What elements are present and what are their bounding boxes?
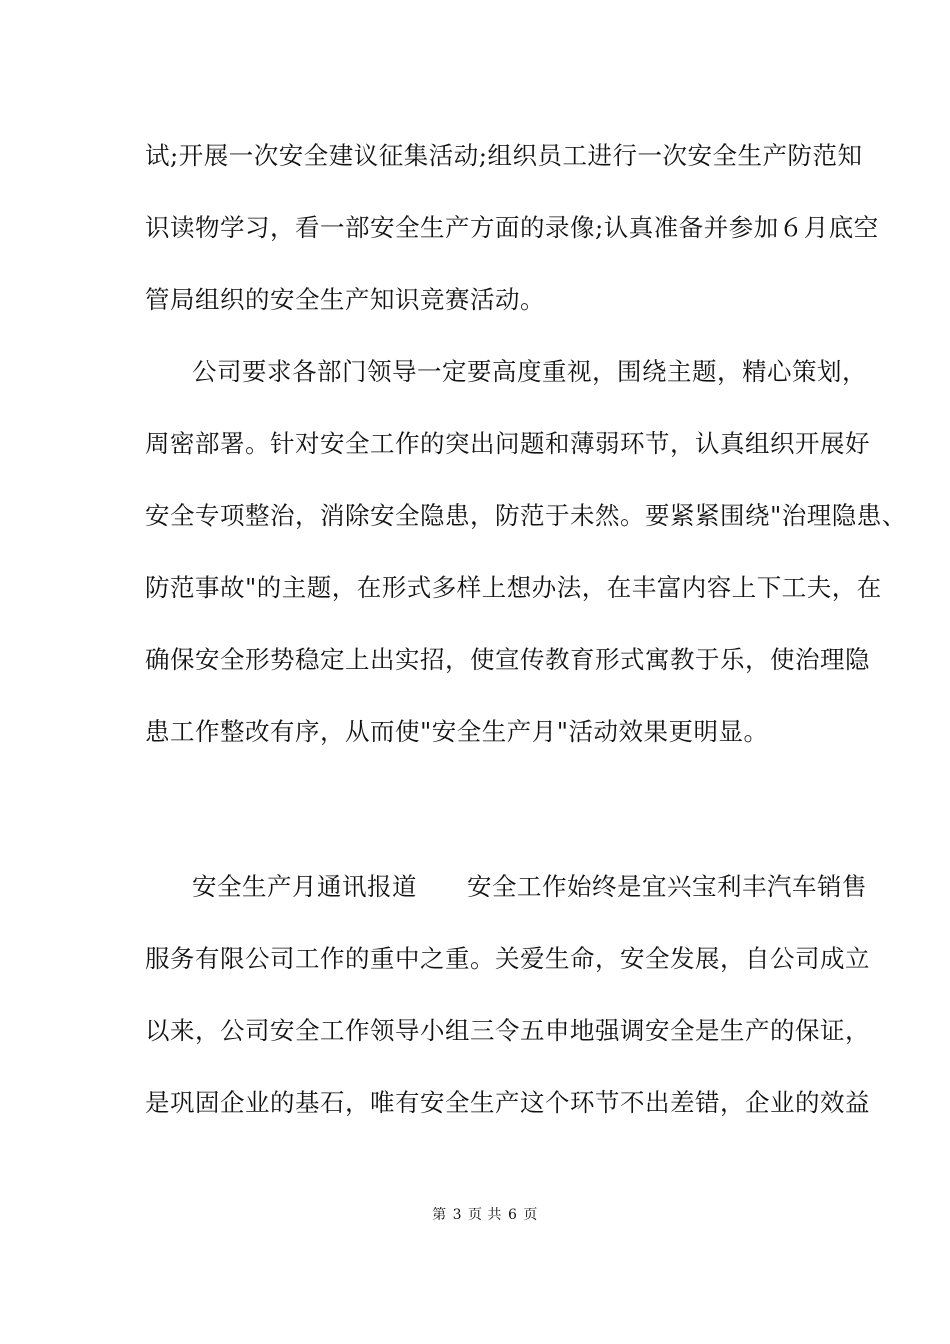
body-line: 以来，公司安全工作领导小组三令五申地强调安全是生产的保证， <box>145 1016 870 1045</box>
body-line: 管局组织的安全生产知识竞赛活动。 <box>145 285 545 314</box>
body-line: 患工作整改有序，从而使"安全生产月"活动效果更明显。 <box>145 717 769 746</box>
body-line: 防范事故"的主题，在形式多样上想办法，在丰富内容上下工夫，在 <box>145 573 882 602</box>
body-line: 安全专项整治，消除安全隐患，防范于未然。要紧紧围绕"治理隐患、 <box>145 501 907 530</box>
body-line: 周密部署。针对安全工作的突出问题和薄弱环节，认真组织开展好 <box>145 429 870 458</box>
footer-current-page: 3 <box>452 1207 463 1223</box>
body-line: 试;开展一次安全建议征集活动;组织员工进行一次安全生产防范知 <box>145 141 863 170</box>
footer-total-pages: 6 <box>507 1207 518 1223</box>
section-heading-line: 安全生产月通讯报道 安全工作始终是宜兴宝利丰汽车销售 <box>192 872 867 901</box>
footer-middle: 页 共 <box>468 1207 502 1223</box>
footer-suffix: 页 <box>523 1207 538 1223</box>
body-line: 识读物学习，看一部安全生产方面的录像;认真准备并参加６月底空 <box>145 213 879 242</box>
body-line: 是巩固企业的基石，唯有安全生产这个环节不出差错，企业的效益 <box>145 1088 870 1117</box>
footer-prefix: 第 <box>432 1207 447 1223</box>
body-line: 确保安全形势稳定上出实招，使宣传教育形式寓教于乐，使治理隐 <box>145 645 870 674</box>
paragraph-first-line: 公司要求各部门领导一定要高度重视，围绕主题，精心策划， <box>192 357 867 386</box>
body-line: 服务有限公司工作的重中之重。关爱生命，安全发展，自公司成立 <box>145 944 870 973</box>
page-footer <box>0 1205 950 1225</box>
